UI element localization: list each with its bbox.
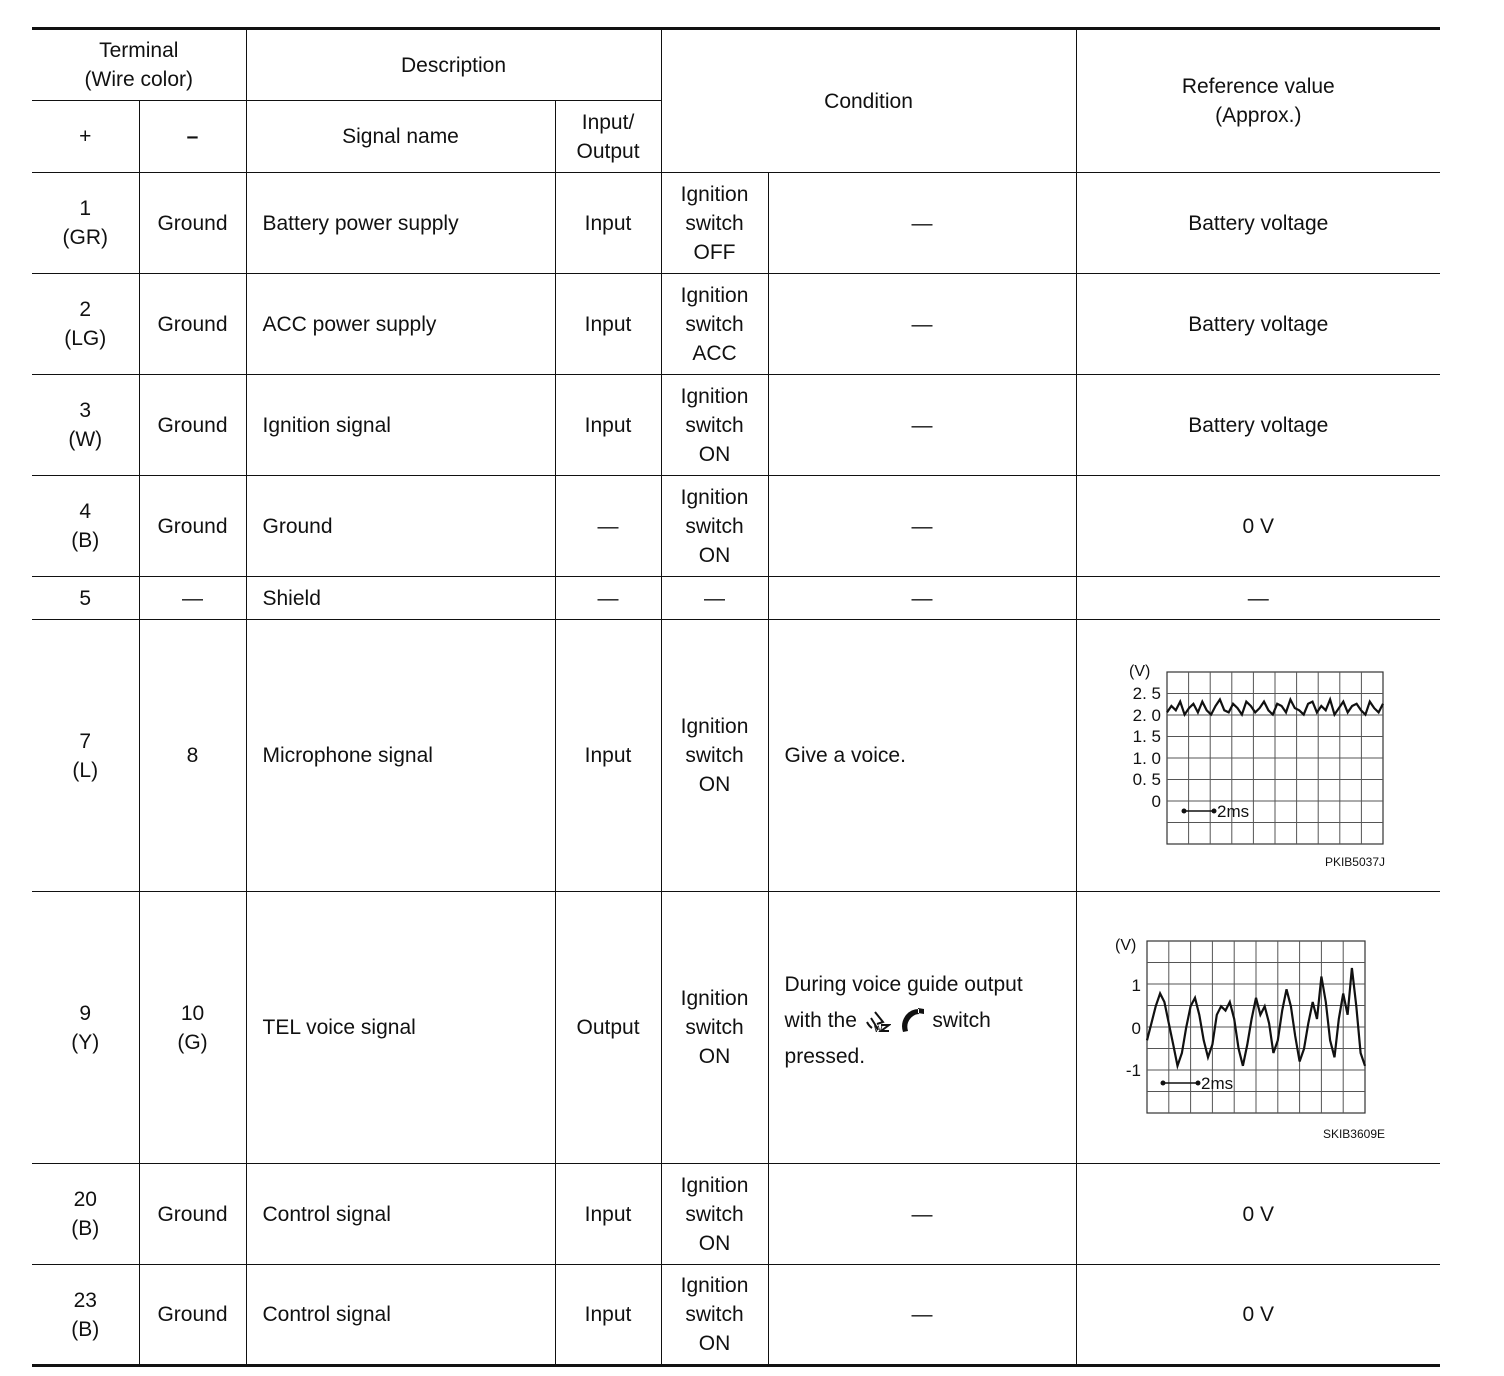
- neg-cell: 10 (G): [139, 892, 246, 1164]
- reference-cell: 0 V: [1076, 1265, 1440, 1366]
- y-tick-label: 1. 0: [1132, 749, 1161, 768]
- terminal-table: [32, 27, 1440, 1367]
- y-tick-label: 1. 5: [1132, 727, 1161, 746]
- y-tick-label: 0. 5: [1132, 770, 1161, 789]
- io-cell: Input: [555, 1164, 661, 1265]
- io-cell: Input: [555, 274, 661, 375]
- y-tick-label: 2. 5: [1132, 684, 1161, 703]
- neg-cell: Ground: [139, 1265, 246, 1366]
- y-tick-label: 0: [1151, 792, 1161, 811]
- ignition-cell: Ignition switch ON: [661, 1164, 768, 1265]
- condition-cell: —: [768, 375, 1076, 476]
- ignition-cell: Ignition switch ON: [661, 892, 768, 1164]
- svg-text:W: W: [873, 1023, 883, 1034]
- condition-cell: During voice guide output with the W switch pressed.: [768, 892, 1076, 1164]
- signal-cell: Ground: [246, 476, 555, 577]
- y-unit-label: (V): [1114, 937, 1136, 954]
- figure-code: PKIB5037J: [1324, 855, 1385, 869]
- neg-cell: Ground: [139, 274, 246, 375]
- terminal-header: Terminal (Wire color): [32, 29, 246, 101]
- table-row: [32, 1164, 1440, 1265]
- table-row: [32, 1265, 1440, 1366]
- io-cell: Input: [555, 1265, 661, 1366]
- ignition-cell: Ignition switch ON: [661, 476, 768, 577]
- neg-cell: Ground: [139, 173, 246, 274]
- pin-cell: 3 (W): [32, 375, 139, 476]
- y-unit-label: (V): [1128, 663, 1150, 680]
- y-tick-label: 0: [1131, 1019, 1141, 1038]
- plus-header: +: [32, 101, 139, 173]
- io-cell: —: [555, 577, 661, 620]
- condition-cell: —: [768, 274, 1076, 375]
- ignition-cell: Ignition switch OFF: [661, 173, 768, 274]
- pin-cell: 4 (B): [32, 476, 139, 577]
- condition-cell: —: [768, 476, 1076, 577]
- condition-header: Condition: [661, 29, 1076, 173]
- neg-cell: —: [139, 577, 246, 620]
- signal-cell: ACC power supply: [246, 274, 555, 375]
- reference-cell: —: [1076, 577, 1440, 620]
- neg-cell: Ground: [139, 476, 246, 577]
- io-cell: Input: [555, 173, 661, 274]
- time-scale-end: [1211, 809, 1216, 814]
- table-row: [32, 476, 1440, 577]
- table-row: [32, 577, 1440, 620]
- tel-voice-waveform-chart: [1077, 892, 1441, 1155]
- phone-handset-icon: [897, 1007, 927, 1035]
- ignition-cell: Ignition switch ON: [661, 1265, 768, 1366]
- reference-cell: 0 V: [1076, 1164, 1440, 1265]
- signal-cell: Microphone signal: [246, 620, 555, 892]
- reference-cell: 0 V: [1076, 476, 1440, 577]
- signal-cell: Battery power supply: [246, 173, 555, 274]
- time-scale-start: [1160, 1081, 1165, 1086]
- ignition-cell: —: [661, 577, 768, 620]
- io-header: Input/ Output: [555, 101, 661, 173]
- condition-cell: Give a voice.: [768, 620, 1076, 892]
- minus-header: –: [139, 101, 246, 173]
- table-row: [32, 892, 1440, 1164]
- reference-header: Reference value (Approx.): [1076, 29, 1440, 173]
- pin-cell: 9 (Y): [32, 892, 139, 1164]
- neg-cell: Ground: [139, 375, 246, 476]
- description-header: Description: [246, 29, 661, 101]
- table-row: [32, 375, 1440, 476]
- condition-cell: —: [768, 1164, 1076, 1265]
- io-cell: Input: [555, 375, 661, 476]
- pin-cell: 7 (L): [32, 620, 139, 892]
- reference-cell: Battery voltage: [1076, 173, 1440, 274]
- time-scale-end: [1195, 1081, 1200, 1086]
- table-row: [32, 620, 1440, 892]
- neg-cell: 8: [139, 620, 246, 892]
- y-tick-label: -1: [1125, 1061, 1141, 1080]
- signal-cell: TEL voice signal: [246, 892, 555, 1164]
- pin-cell: 1 (GR): [32, 173, 139, 274]
- condition-cell: —: [768, 173, 1076, 274]
- reference-cell: [1076, 892, 1440, 1164]
- signal-cell: Ignition signal: [246, 375, 555, 476]
- io-cell: —: [555, 476, 661, 577]
- signal-cell: Control signal: [246, 1164, 555, 1265]
- reference-cell: Battery voltage: [1076, 274, 1440, 375]
- figure-code: SKIB3609E: [1322, 1127, 1385, 1141]
- y-tick-label: 1: [1131, 976, 1141, 995]
- time-scale-label: 2ms: [1216, 802, 1249, 821]
- pin-cell: 5: [32, 577, 139, 620]
- reference-cell: [1076, 620, 1440, 892]
- y-tick-label: 2. 0: [1132, 706, 1161, 725]
- voice-command-icon: [863, 1008, 891, 1034]
- ignition-cell: Ignition switch ACC: [661, 274, 768, 375]
- signal-cell: Shield: [246, 577, 555, 620]
- time-scale-start: [1181, 809, 1186, 814]
- table-row: [32, 173, 1440, 274]
- pin-cell: 2 (LG): [32, 274, 139, 375]
- reference-cell: Battery voltage: [1076, 375, 1440, 476]
- condition-cell: —: [768, 1265, 1076, 1366]
- signal-cell: Control signal: [246, 1265, 555, 1366]
- time-scale-label: 2ms: [1200, 1074, 1233, 1093]
- microphone-waveform-chart: [1077, 620, 1441, 883]
- ignition-cell: Ignition switch ON: [661, 620, 768, 892]
- io-cell: Input: [555, 620, 661, 892]
- table-row: [32, 274, 1440, 375]
- ignition-cell: Ignition switch ON: [661, 375, 768, 476]
- pin-cell: 20 (B): [32, 1164, 139, 1265]
- neg-cell: Ground: [139, 1164, 246, 1265]
- signal-name-header: Signal name: [246, 101, 555, 173]
- io-cell: Output: [555, 892, 661, 1164]
- pin-cell: 23 (B): [32, 1265, 139, 1366]
- condition-cell: —: [768, 577, 1076, 620]
